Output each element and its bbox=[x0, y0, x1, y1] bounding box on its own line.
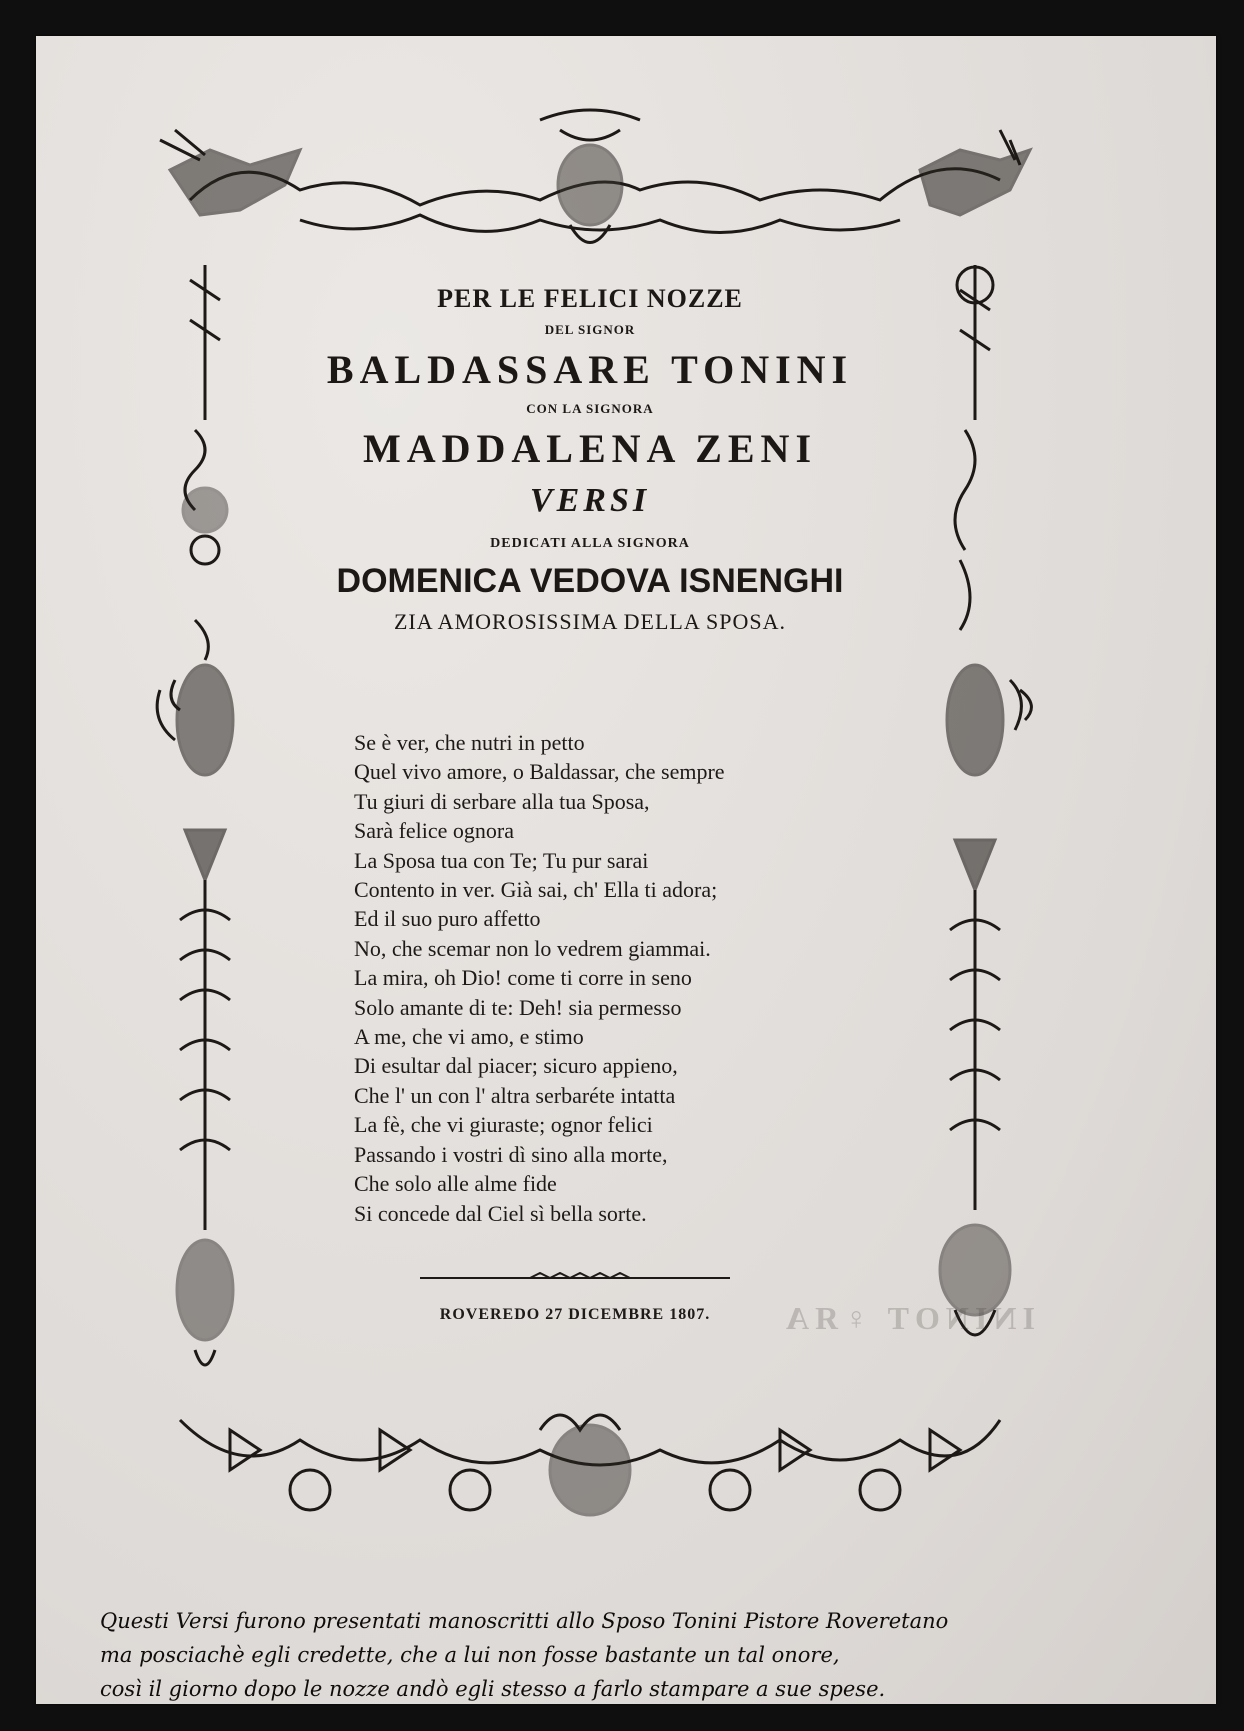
heading-line-1: PER LE FELICI NOZZE bbox=[437, 284, 743, 313]
poem-line: Di esultar dal piacer; sicuro appieno, bbox=[354, 1053, 678, 1079]
poem-line: La Sposa tua con Te; Tu pur sarai bbox=[354, 847, 649, 873]
groom-name: BALDASSARE TONINI bbox=[326, 347, 854, 392]
poem-line: Se è ver, che nutri in petto bbox=[354, 730, 585, 755]
handwritten-note bbox=[100, 1604, 1190, 1706]
poem-line: Che l' un con l' altra serbaréte intatta bbox=[354, 1082, 676, 1108]
poem-line: Sarà felice ognora bbox=[354, 818, 515, 844]
poem-line: La mira, oh Dio! come ti corre in seno bbox=[354, 965, 692, 991]
poem-line: Contento in ver. Già sai, ch' Ella ti adora; bbox=[354, 877, 718, 903]
dateline: ROVEREDO 27 DICEMBRE 1807. bbox=[439, 1306, 711, 1323]
versi-heading: VERSI bbox=[529, 482, 651, 519]
heading-line-2: DEL SIGNOR bbox=[544, 322, 636, 337]
poem-line: Passando i vostri dì sino alla morte, bbox=[354, 1141, 668, 1167]
poem-line: Che solo alle alme fide bbox=[354, 1171, 557, 1197]
poem-line: A me, che vi amo, e stimo bbox=[354, 1024, 584, 1050]
poem bbox=[354, 728, 914, 1228]
poem-line: No, che scemar non lo vedrem giammai. bbox=[354, 935, 711, 961]
title-block bbox=[240, 240, 940, 635]
heading-line-4: CON LA SIGNORA bbox=[526, 401, 654, 416]
bleed-through-text: ININOT ♀ЯA bbox=[780, 1300, 1035, 1336]
poem-line: Tu giuri di serbare alla tua Sposa, bbox=[354, 788, 650, 814]
poem-line: Ed il suo puro affetto bbox=[354, 906, 541, 932]
note-line: Questi Versi furono presentati manoscritti allo Sposo Tonini Pistore Roveretano bbox=[100, 1609, 949, 1633]
bride-name: MADDALENA ZENI bbox=[362, 426, 818, 471]
dedication-line: DEDICATI ALLA SIGNORA bbox=[490, 536, 690, 551]
ornamental-rule bbox=[420, 1272, 730, 1284]
poem-line: La fè, che vi giuraste; ognor felici bbox=[354, 1112, 653, 1138]
poem-line: Si concede dal Ciel sì bella sorte. bbox=[354, 1200, 647, 1226]
note-line: ma posciachè egli credette, che a lui non fosse bastante un tal onore, bbox=[100, 1643, 840, 1667]
poem-line: Solo amante di te: Deh! sia permesso bbox=[354, 994, 682, 1020]
dedicatee-name: DOMENICA VEDOVA ISNENGHI bbox=[336, 562, 844, 600]
relation-line: ZIA AMOROSISSIMA DELLA SPOSA. bbox=[393, 609, 787, 634]
poem-line: Quel vivo amore, o Baldassar, che sempre bbox=[354, 759, 725, 785]
note-line: così il giorno dopo le nozze andò egli stesso a farlo stampare a sue spese. bbox=[100, 1677, 886, 1701]
